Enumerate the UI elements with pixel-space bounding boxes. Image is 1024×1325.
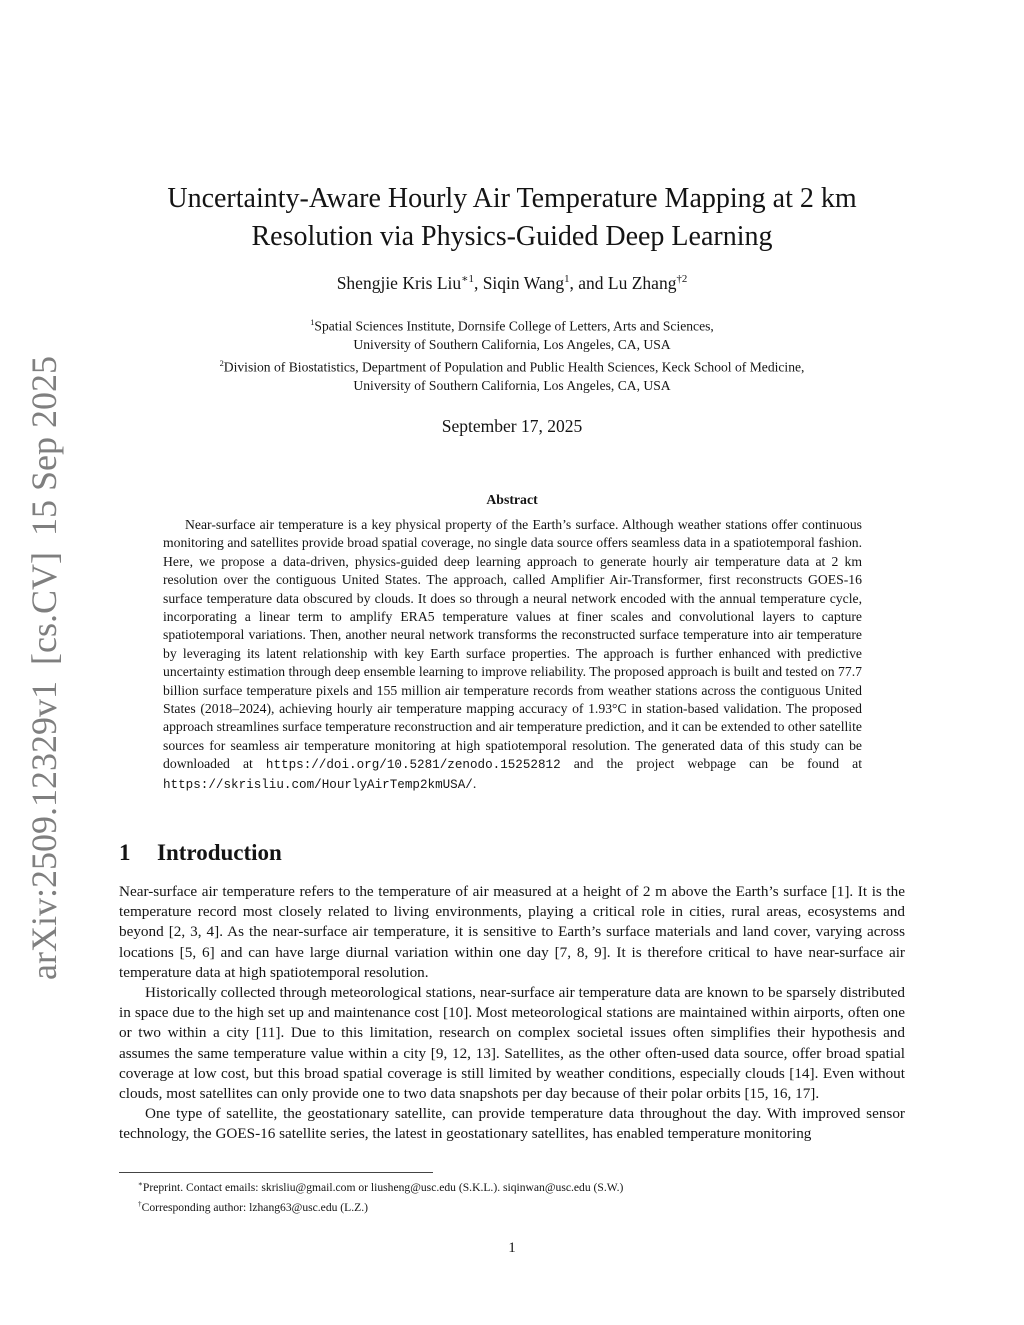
arxiv-category: [cs.CV] xyxy=(24,552,64,666)
section-number: 1 xyxy=(119,840,131,865)
footnotes xyxy=(119,1176,905,1217)
introduction-body xyxy=(119,882,905,1145)
author-marks: 1 xyxy=(564,273,570,285)
publication-date: September 17, 2025 xyxy=(441,416,583,436)
author-name: Lu Zhang xyxy=(607,272,677,293)
title-line-1: Uncertainty-Aware Hourly Air Temperature Mapping at 2 km xyxy=(167,183,857,214)
affiliation-line: $^1$Spatial Sciences Institute, Dornsife College of Letters, Arts and Sciences, xyxy=(310,317,714,334)
paragraph: Historically collected through meteorological stations, near-surface air temperature data are known to be sparsely distributed in space due to the high set up and maintenance cost [10]. Most meteorological stations are maintained within airports, often one or two within a city [11]. Due to this limitation, research on complex societal issues often simplifies their hypothesis and assumes the same temperature value within a city [9, 12, 13]. Satellites, as the other often-used data source, offer broad spatial coverage at low cost, but this broad spatial coverage is still limited by weather conditions, especially clouds [14]. Even without clouds, most satellites can only provide one to two data snapshots per day because of their polar orbits [15, 16, 17]. xyxy=(119,984,905,1103)
project-webpage-link[interactable]: https://skrisliu.com/HourlyAirTemp2kmUSA/ xyxy=(163,777,473,792)
arxiv-id: arXiv:2509.12329v1 xyxy=(24,681,64,980)
affiliation-line: $^2$Division of Biostatistics, Department of Population and Public Health Sciences, Keck School of Medicine, xyxy=(219,357,805,375)
paper-title xyxy=(120,180,904,256)
author-marks: †2 xyxy=(676,273,688,285)
author-marks: ∗1 xyxy=(461,273,474,285)
arxiv-date: 15 Sep 2025 xyxy=(24,356,64,537)
zenodo-link[interactable]: https://doi.org/10.5281/zenodo.15252812 xyxy=(265,758,561,773)
footnote: ∗Preprint. Contact emails: skrisliu@gmail.com or liusheng@usc.edu (S.K.L.). siqinwan@usc.edu (S.W.) xyxy=(138,1180,624,1194)
author-name: Siqin Wang xyxy=(482,272,565,293)
section-heading xyxy=(119,840,282,866)
abstract-body: Near-surface air temperature is a key physical property of the Earth’s surface. Although weather stations offer continuous monitoring and satellites provide broad spatial coverage, no single data source offers seamless data in a spatiotemporal fashion. Here, we propose a data-driven, physics-guided deep learning approach to generate hourly air temperature data at 2 km resolution over the contiguous United States. The approach, called Amplifier Air-Transformer, first reconstructs GOES-16 surface temperature data obscured by clouds. It does so through a neural network encoded with the annual temperature cycle, incorporating a linear term to amplify ERA5 temperature values at finer scales and convolutional layers to capture spatiotemporal variations. Then, another neural network transforms the reconstructed surface temperature into air temperature by leveraging its latent relationship with key Earth surface properties. The approach is further enhanced with predictive uncertainty estimation through deep ensemble learning to improve reliability. The proposed approach is built and tested on 77.7 billion surface temperature pixels and 155 million air temperature records from weather stations across the contiguous United States (2018–2024), achieving hourly air temperature mapping accuracy of 1.93°C in station-based validation. The proposed approach streamlines surface temperature reconstruction and air temperature prediction, and it can be extended to other satellite sources for seamless air temperature monitoring at high spatiotemporal resolution. The generated data of this study can be downloaded at https://doi.org/10.5281/zenodo.15252812 and the project webpage can be found at https://skrisliu.com/HourlyAirTemp2kmUSA/. xyxy=(163,517,862,792)
abstract-heading: Abstract xyxy=(486,492,538,507)
footnote-rule xyxy=(119,1172,433,1173)
affiliation-line: University of Southern California, Los Angeles, CA, USA xyxy=(353,336,671,352)
paragraph: Near-surface air temperature refers to the temperature of air measured at a height of 2 m above the Earth’s surface [1]. It is the temperature record most closely related to living environments, playing a critical role in cities, rural areas, ecosystems and beyond [2, 3, 4]. As the near-surface air temperature, it is sensitive to Earth’s surface materials and land cover, varying across locations [5, 6] and can have large diurnal variation within one day [7, 8, 9]. It is therefore critical to have near-surface air temperature data at high spatiotemporal resolution. xyxy=(119,883,905,981)
affiliations xyxy=(120,313,904,395)
page-number: 1 xyxy=(508,1240,516,1256)
affiliation-line: University of Southern California, Los Angeles, CA, USA xyxy=(353,377,671,393)
paragraph: One type of satellite, the geostationary satellite, can provide temperature data throughout the day. With improved sensor technology, the GOES-16 satellite series, the latest in geostationary satellites, has enabled temperature monitoring xyxy=(119,1105,905,1143)
footnote: †Corresponding author: lzhang63@usc.edu (L.Z.) xyxy=(138,1200,368,1215)
author-list: Shengjie Kris Liu$^{∗1}$, Siqin Wang$^1$, and Lu Zhang$^{\dagger 2}$ xyxy=(336,272,688,293)
title-line-2: Resolution via Physics-Guided Deep Learning xyxy=(251,221,773,252)
arxiv-sidebar-stamp xyxy=(23,356,65,980)
author-name: Shengjie Kris Liu xyxy=(336,272,462,293)
section-title: Introduction xyxy=(157,840,282,865)
